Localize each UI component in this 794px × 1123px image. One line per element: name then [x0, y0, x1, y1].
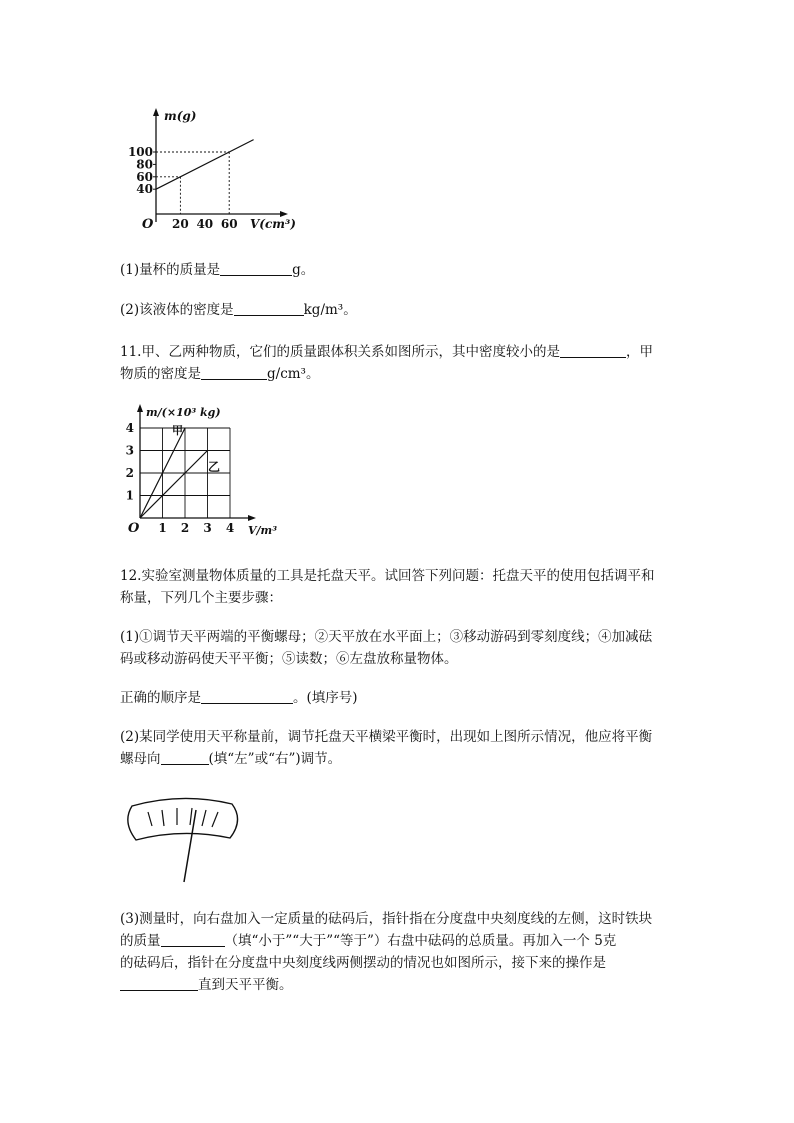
x-tick-label: 1 — [158, 521, 167, 535]
q12-part2-hint: (填“左”或“右”)调节。 — [208, 751, 342, 767]
q10-part2-unit: kg/m³。 — [303, 302, 357, 318]
q11-unit: g/cm³。 — [267, 366, 320, 382]
q12-part3-end: 直到天平平衡。 — [198, 977, 293, 993]
y-axis-arrow — [153, 108, 159, 116]
q12-part3-text: 的质量 — [120, 933, 161, 949]
answer-blank[interactable] — [560, 342, 626, 358]
x-axis-label: V(cm³) — [250, 217, 296, 231]
q10-part1-unit: g。 — [292, 262, 315, 278]
q12-order — [120, 685, 358, 711]
q11-line2 — [120, 361, 319, 387]
dial-plate — [128, 798, 238, 840]
y-tick-label: 40 — [136, 182, 153, 197]
y-tick-label: 1 — [125, 488, 134, 503]
q12-order-hint: 。(填序号) — [293, 690, 358, 706]
answer-blank[interactable] — [234, 300, 304, 316]
data-line — [156, 140, 254, 190]
origin-label: O — [128, 521, 140, 536]
q12-part3-hint: （填“小于”“大于”“等于”）右盘中砝码的总质量。再加入一个 5克 — [224, 933, 617, 949]
balance-dial-figure — [124, 794, 244, 884]
q12-part2-1: (2)某同学使用天平称量前，调节托盘天平横梁平衡时，出现如上图所示情况，他应将平衡 — [120, 729, 653, 745]
y-tick-label: 4 — [125, 421, 134, 435]
q12-part2-2 — [120, 746, 341, 772]
q10-part2 — [120, 297, 357, 323]
answer-blank[interactable] — [201, 364, 267, 380]
x-tick-label: 60 — [220, 217, 238, 231]
answer-blank[interactable] — [201, 688, 293, 704]
q12-intro-2: 称量，下列几个主要步骤： — [120, 590, 282, 606]
q12-part3-1: (3)测量时，向右盘加入一定质量的砝码后，指针指在分度盘中央刻度线的左侧，这时铁块 — [120, 911, 653, 927]
q12-part3-4 — [120, 972, 293, 998]
q12-part3-3: 的砝码后，指针在分度盘中央刻度线两侧摆动的情况也如图所示，接下来的操作是 — [120, 955, 606, 971]
y-tick-label: 60 — [136, 169, 153, 184]
x-axis-label: V/m³ — [248, 524, 278, 537]
y-axis-label: m/(×10³ kg) — [146, 406, 221, 419]
series-yi-label: 乙 — [208, 460, 221, 474]
dial-scale-marks — [148, 808, 218, 827]
y-axis-label: m(g) — [164, 109, 197, 123]
series-jia-label: 甲 — [172, 424, 183, 437]
q12-order-text: 正确的顺序是 — [120, 690, 201, 706]
answer-blank[interactable] — [220, 260, 292, 276]
answer-blank[interactable] — [161, 749, 209, 765]
x-tick-label: 2 — [180, 521, 190, 535]
q10-part1 — [120, 257, 314, 283]
y-tick-label: 2 — [125, 466, 134, 480]
answer-blank[interactable] — [161, 931, 225, 947]
x-tick-label: 20 — [172, 217, 189, 231]
x-tick-label: 3 — [203, 521, 212, 535]
x-axis-arrow — [248, 515, 256, 521]
y-axis-arrow — [137, 404, 143, 412]
q10-part2-text: (2)该液体的密度是 — [120, 302, 234, 318]
q12-part2-text: 螺母向 — [120, 751, 161, 767]
origin-label: O — [142, 217, 154, 232]
q10-part1-text: (1)量杯的质量是 — [120, 262, 221, 278]
q11-text-end: ，甲 — [625, 344, 653, 360]
answer-blank[interactable] — [120, 975, 198, 991]
q11-text: 11.甲、乙两种物质，它们的质量跟体积关系如图所示，其中密度较小的是 — [120, 344, 560, 360]
q12-intro-1: 12.实验室测量物体质量的工具是托盘天平。试回答下列问题：托盘天平的使用包括调平和 — [120, 568, 655, 584]
x-tick-label: 40 — [196, 217, 214, 231]
y-tick-label: 100 — [127, 145, 153, 159]
y-tick-label: 80 — [136, 157, 153, 172]
mass-volume-chart-1 — [120, 104, 300, 234]
q12-steps-1: (1)①调节天平两端的平衡螺母；②天平放在水平面上；③移动游码到零刻度线；④加减砝 — [120, 629, 653, 645]
y-tick-label: 3 — [125, 443, 134, 458]
q11-text-2: 物质的密度是 — [120, 366, 201, 382]
mass-volume-chart-2 — [120, 400, 290, 545]
q12-steps-2: 码或移动游码使天平平衡；⑤读数；⑥左盘放称量物体。 — [120, 651, 458, 667]
x-tick-label: 4 — [225, 521, 235, 535]
series-yi-line — [140, 451, 208, 519]
